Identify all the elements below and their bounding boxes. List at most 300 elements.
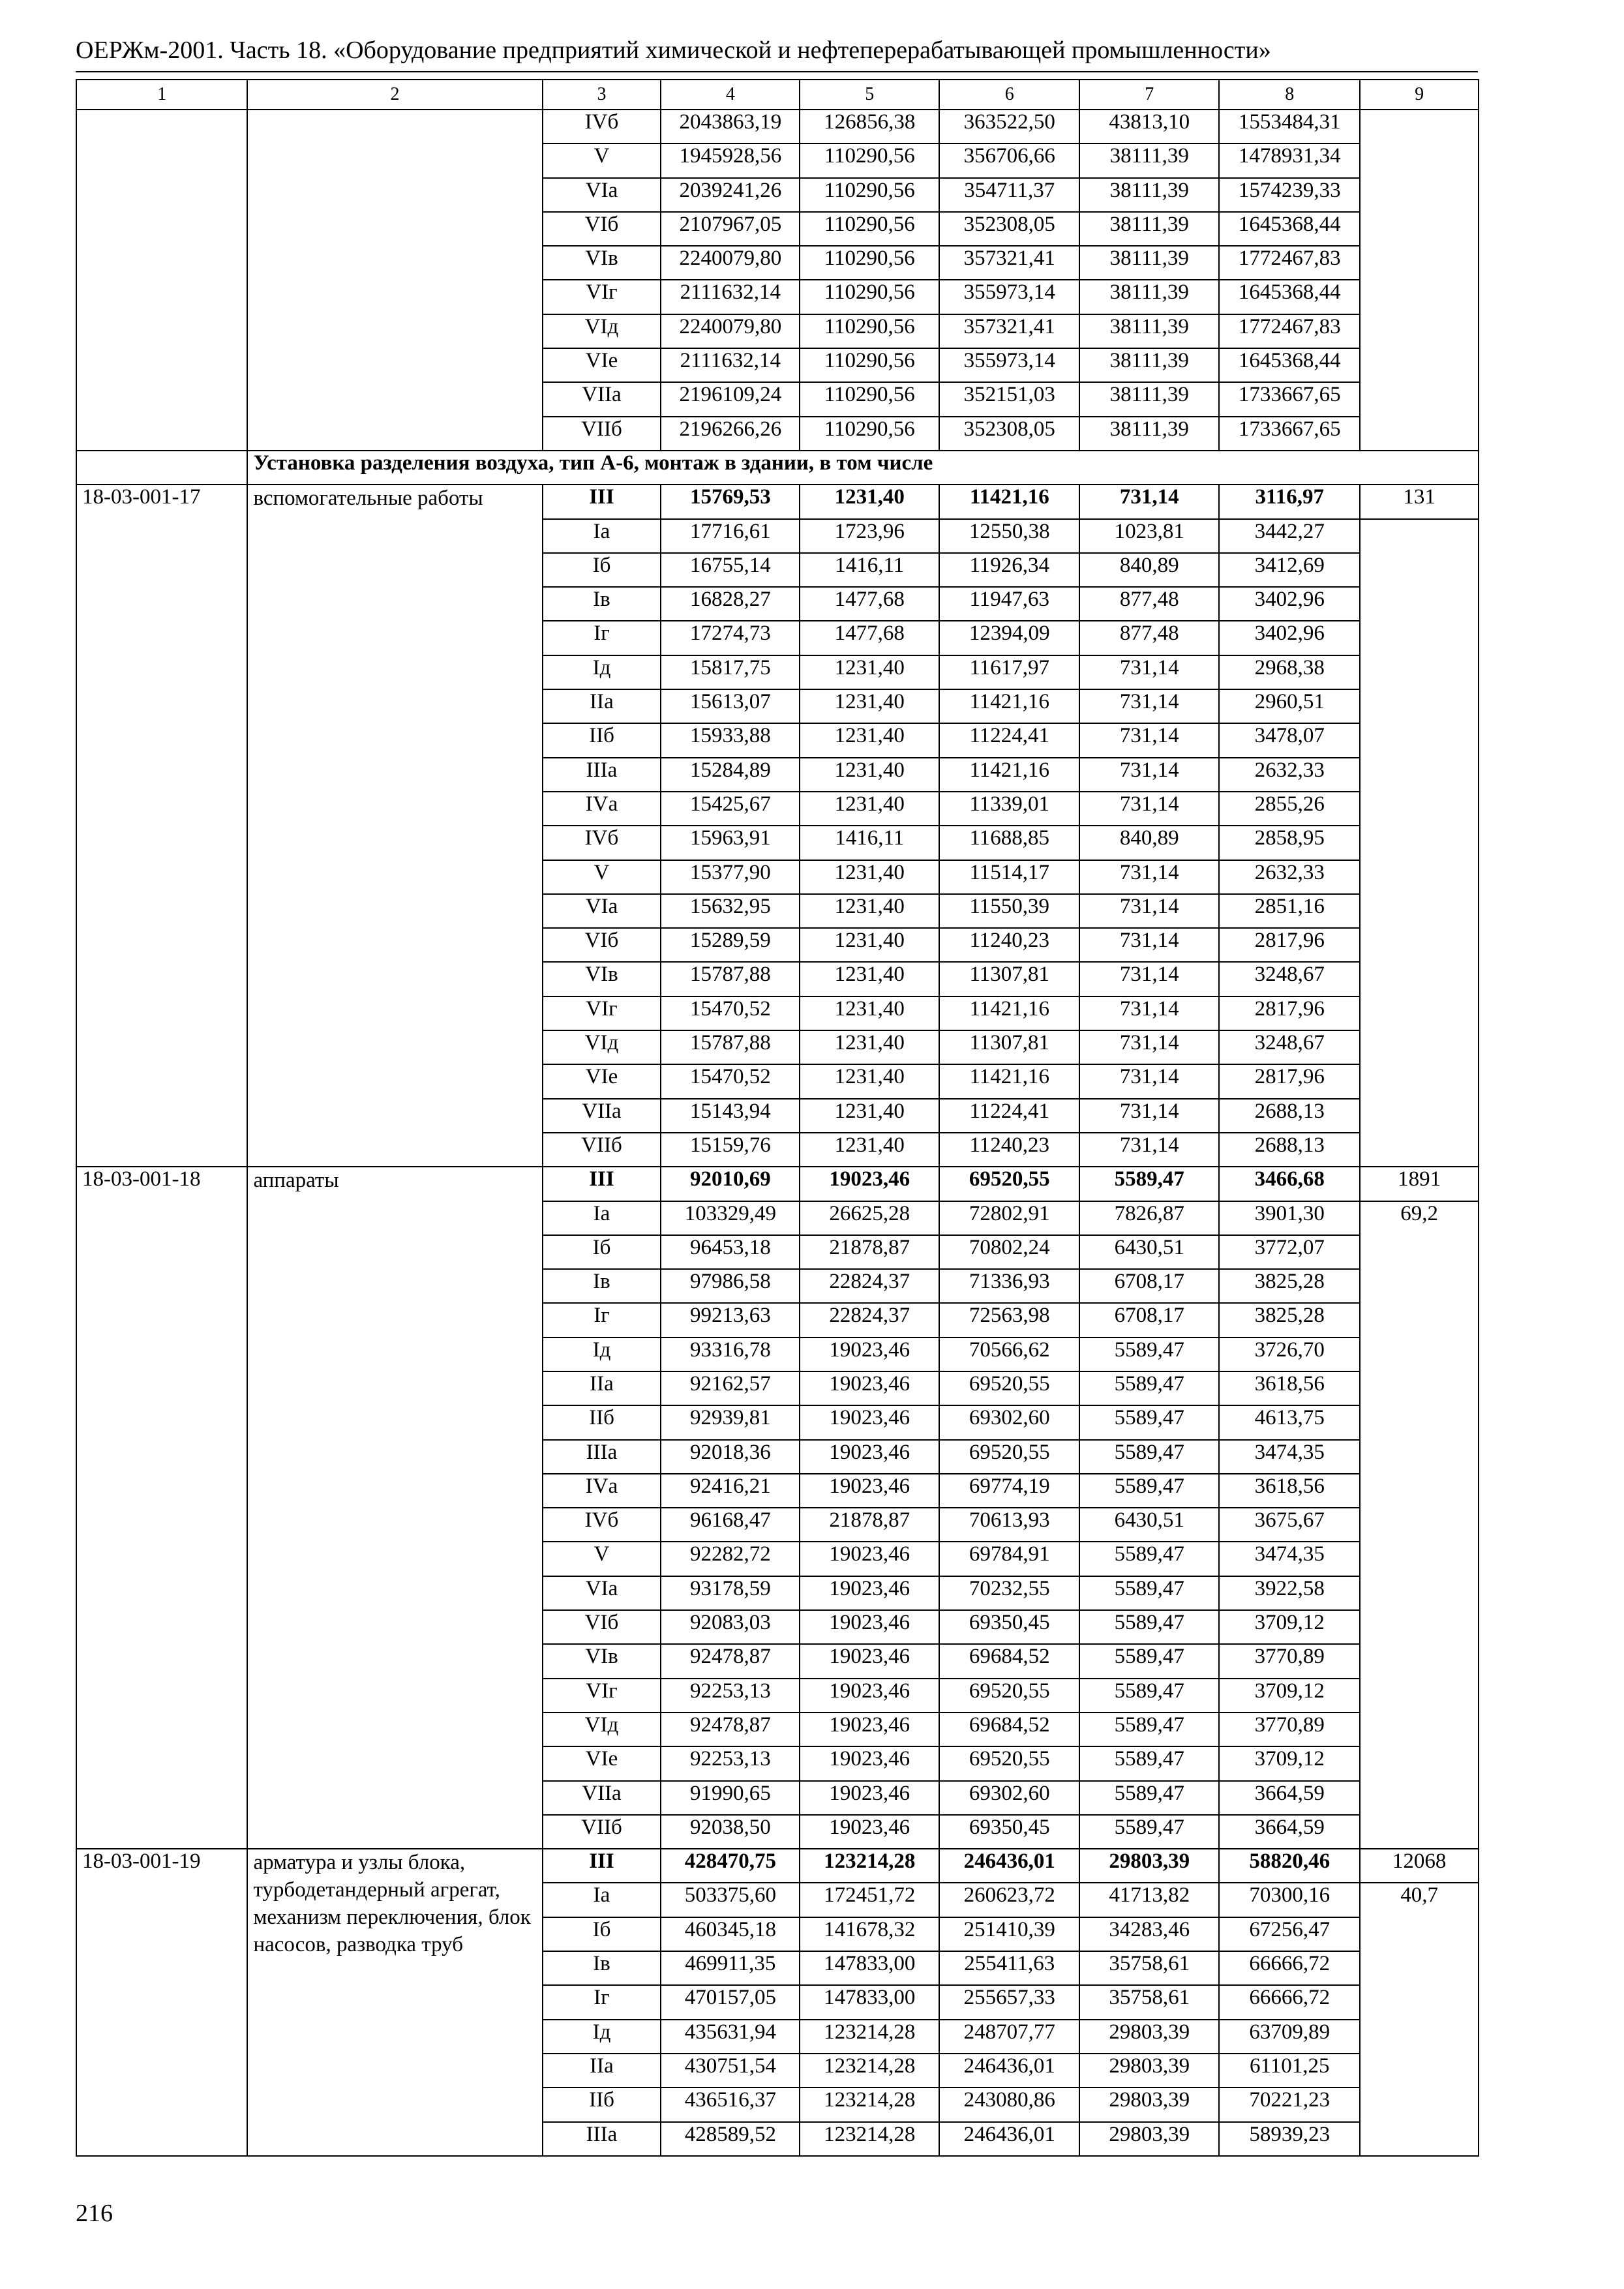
total-cost-cell: 103329,49 <box>661 1201 800 1235</box>
class-cell: VIIа <box>543 1099 661 1133</box>
total-cost-cell: 92253,13 <box>661 1679 800 1713</box>
wages-cell: 1416,11 <box>800 553 939 587</box>
machinist-wages-cell: 35758,61 <box>1079 1985 1219 2019</box>
machine-cost-cell: 357321,41 <box>939 314 1079 348</box>
wages-cell: 19023,46 <box>800 1679 939 1713</box>
machine-cost-cell: 11421,16 <box>939 689 1079 723</box>
materials-cell: 3618,56 <box>1219 1474 1360 1508</box>
materials-cell: 58939,23 <box>1219 2122 1360 2156</box>
materials-cell: 1772467,83 <box>1219 246 1360 280</box>
class-cell: Iв <box>543 587 661 621</box>
total-cost-cell: 15613,07 <box>661 689 800 723</box>
class-cell: IVа <box>543 1474 661 1508</box>
machine-cost-cell: 355973,14 <box>939 348 1079 382</box>
total-cost-cell: 15470,52 <box>661 1064 800 1098</box>
class-cell: III <box>543 485 661 518</box>
total-cost-cell: 2196109,24 <box>661 382 800 416</box>
machine-cost-cell: 11421,16 <box>939 996 1079 1030</box>
wages-cell: 1231,40 <box>800 655 939 689</box>
total-cost-cell: 15289,59 <box>661 928 800 962</box>
machine-cost-cell: 69784,91 <box>939 1542 1079 1576</box>
total-cost-cell: 92010,69 <box>661 1167 800 1201</box>
total-cost-cell: 15933,88 <box>661 723 800 757</box>
wages-cell: 1477,68 <box>800 621 939 655</box>
wages-cell: 147833,00 <box>800 1985 939 2019</box>
machine-cost-cell: 11307,81 <box>939 1030 1079 1064</box>
wages-cell: 19023,46 <box>800 1610 939 1644</box>
total-cost-cell: 96168,47 <box>661 1508 800 1542</box>
class-cell: VIIб <box>543 417 661 451</box>
class-cell: IIIа <box>543 758 661 792</box>
machine-cost-cell: 11617,97 <box>939 655 1079 689</box>
class-cell: VIб <box>543 928 661 962</box>
class-cell: Iб <box>543 1917 661 1951</box>
machine-cost-cell: 69350,45 <box>939 1815 1079 1849</box>
class-cell: VIд <box>543 1713 661 1746</box>
machine-cost-cell: 354711,37 <box>939 178 1079 212</box>
wages-cell: 110290,56 <box>800 280 939 314</box>
machinist-wages-cell: 6430,51 <box>1079 1508 1219 1542</box>
class-cell: Iа <box>543 519 661 553</box>
machine-cost-cell: 12550,38 <box>939 519 1079 553</box>
total-cost-cell: 1945928,56 <box>661 143 800 177</box>
machine-cost-cell: 11307,81 <box>939 962 1079 996</box>
class-cell: VIIа <box>543 382 661 416</box>
machinist-wages-cell: 38111,39 <box>1079 143 1219 177</box>
materials-cell: 2688,13 <box>1219 1099 1360 1133</box>
machine-cost-cell: 69302,60 <box>939 1405 1079 1439</box>
machine-cost-cell: 71336,93 <box>939 1269 1079 1303</box>
machine-cost-cell: 69774,19 <box>939 1474 1079 1508</box>
machine-cost-cell: 69520,55 <box>939 1440 1079 1474</box>
machine-cost-cell: 248707,77 <box>939 2020 1079 2054</box>
machinist-wages-cell: 5589,47 <box>1079 1405 1219 1439</box>
class-cell: V <box>543 860 661 894</box>
wages-cell: 110290,56 <box>800 143 939 177</box>
machine-cost-cell: 352151,03 <box>939 382 1079 416</box>
materials-cell: 2960,51 <box>1219 689 1360 723</box>
wages-cell: 1231,40 <box>800 962 939 996</box>
wages-cell: 123214,28 <box>800 2087 939 2121</box>
class-cell: IIIа <box>543 1440 661 1474</box>
materials-cell: 1772467,83 <box>1219 314 1360 348</box>
total-cost-cell: 15769,53 <box>661 485 800 518</box>
wages-cell: 141678,32 <box>800 1917 939 1951</box>
class-cell: Iд <box>543 1338 661 1371</box>
wages-cell: 21878,87 <box>800 1235 939 1269</box>
class-cell: Iб <box>543 1235 661 1269</box>
wages-cell: 1231,40 <box>800 996 939 1030</box>
column-number: 6 <box>939 80 1079 110</box>
machinist-wages-cell: 5589,47 <box>1079 1746 1219 1780</box>
wages-cell: 19023,46 <box>800 1815 939 1849</box>
column-number: 1 <box>76 80 247 110</box>
machine-cost-cell: 246436,01 <box>939 2054 1079 2087</box>
wages-cell: 1231,40 <box>800 485 939 518</box>
machine-cost-cell: 11947,63 <box>939 587 1079 621</box>
class-cell: III <box>543 1167 661 1201</box>
table-row <box>76 110 1479 143</box>
wages-cell: 1477,68 <box>800 587 939 621</box>
class-cell: V <box>543 143 661 177</box>
materials-cell: 70300,16 <box>1219 1883 1360 1917</box>
total-cost-cell: 16828,27 <box>661 587 800 621</box>
machine-cost-cell: 11240,23 <box>939 1133 1079 1167</box>
materials-cell: 3618,56 <box>1219 1371 1360 1405</box>
machinist-wages-cell: 877,48 <box>1079 587 1219 621</box>
class-cell: VIа <box>543 178 661 212</box>
total-cost-cell: 92018,36 <box>661 1440 800 1474</box>
class-cell: V <box>543 1542 661 1576</box>
wages-cell: 1231,40 <box>800 792 939 826</box>
class-cell: IIб <box>543 723 661 757</box>
machine-cost-cell: 69520,55 <box>939 1371 1079 1405</box>
materials-cell: 2632,33 <box>1219 860 1360 894</box>
total-cost-cell: 15377,90 <box>661 860 800 894</box>
materials-cell: 3248,67 <box>1219 962 1360 996</box>
table-body <box>76 80 1479 2156</box>
class-cell: VIе <box>543 1064 661 1098</box>
wages-cell: 126856,38 <box>800 110 939 143</box>
machine-cost-cell: 11421,16 <box>939 485 1079 518</box>
column-number: 2 <box>247 80 542 110</box>
class-cell: IVб <box>543 1508 661 1542</box>
table-row <box>76 485 1479 518</box>
total-cost-cell: 91990,65 <box>661 1781 800 1815</box>
machinist-wages-cell: 731,14 <box>1079 928 1219 962</box>
machine-cost-cell: 246436,01 <box>939 2122 1079 2156</box>
page-header: ОЕРЖм-2001. Часть 18. «Оборудование предприятий химической и нефтеперерабатывающей промышленности» <box>76 37 1271 64</box>
class-cell: IIа <box>543 2054 661 2087</box>
wages-cell: 1231,40 <box>800 928 939 962</box>
total-cost-cell: 2111632,14 <box>661 280 800 314</box>
rates-table <box>76 79 1479 2157</box>
machine-cost-cell: 11421,16 <box>939 1064 1079 1098</box>
materials-cell: 3478,07 <box>1219 723 1360 757</box>
materials-cell: 3726,70 <box>1219 1338 1360 1371</box>
machinist-wages-cell: 38111,39 <box>1079 212 1219 246</box>
wages-cell: 123214,28 <box>800 1849 939 1883</box>
machinist-wages-cell: 7826,87 <box>1079 1201 1219 1235</box>
wages-cell: 19023,46 <box>800 1405 939 1439</box>
machine-cost-cell: 69520,55 <box>939 1679 1079 1713</box>
total-cost-cell: 17716,61 <box>661 519 800 553</box>
total-cost-cell: 92478,87 <box>661 1644 800 1678</box>
machine-cost-cell: 11926,34 <box>939 553 1079 587</box>
machine-cost-cell: 11224,41 <box>939 1099 1079 1133</box>
machine-cost-cell: 12394,09 <box>939 621 1079 655</box>
col9-cell: 1891 <box>1360 1167 1479 1201</box>
materials-cell: 3248,67 <box>1219 1030 1360 1064</box>
materials-cell: 67256,47 <box>1219 1917 1360 1951</box>
machinist-wages-cell: 731,14 <box>1079 792 1219 826</box>
wages-cell: 21878,87 <box>800 1508 939 1542</box>
materials-cell: 3709,12 <box>1219 1746 1360 1780</box>
total-cost-cell: 16755,14 <box>661 553 800 587</box>
wages-cell: 110290,56 <box>800 246 939 280</box>
rate-code: 18-03-001-18 <box>76 1167 247 1849</box>
total-cost-cell: 2240079,80 <box>661 246 800 280</box>
class-cell: Iа <box>543 1201 661 1235</box>
machinist-wages-cell: 6708,17 <box>1079 1303 1219 1337</box>
wages-cell: 19023,46 <box>800 1371 939 1405</box>
wages-cell: 110290,56 <box>800 314 939 348</box>
total-cost-cell: 435631,94 <box>661 2020 800 2054</box>
total-cost-cell: 97986,58 <box>661 1269 800 1303</box>
total-cost-cell: 92253,13 <box>661 1746 800 1780</box>
machinist-wages-cell: 38111,39 <box>1079 280 1219 314</box>
machinist-wages-cell: 38111,39 <box>1079 314 1219 348</box>
machine-cost-cell: 352308,05 <box>939 417 1079 451</box>
wages-cell: 1723,96 <box>800 519 939 553</box>
wages-cell: 19023,46 <box>800 1576 939 1610</box>
materials-cell: 63709,89 <box>1219 2020 1360 2054</box>
rate-name: арматура и узлы блока, турбодетандерный агрегат, механизм переключения, блок насосов, разводка труб <box>247 1849 542 2156</box>
machinist-wages-cell: 731,14 <box>1079 1064 1219 1098</box>
class-cell: IVб <box>543 110 661 143</box>
materials-cell: 4613,75 <box>1219 1405 1360 1439</box>
materials-cell: 3709,12 <box>1219 1610 1360 1644</box>
machine-cost-cell: 69520,55 <box>939 1167 1079 1201</box>
class-cell: VIе <box>543 348 661 382</box>
class-cell: IIб <box>543 1405 661 1439</box>
machinist-wages-cell: 840,89 <box>1079 826 1219 860</box>
materials-cell: 1645368,44 <box>1219 212 1360 246</box>
machine-cost-cell: 70566,62 <box>939 1338 1079 1371</box>
wages-cell: 110290,56 <box>800 417 939 451</box>
wages-cell: 1231,40 <box>800 1064 939 1098</box>
materials-cell: 3474,35 <box>1219 1542 1360 1576</box>
col9-cell <box>1360 519 1479 1167</box>
total-cost-cell: 436516,37 <box>661 2087 800 2121</box>
machine-cost-cell: 11240,23 <box>939 928 1079 962</box>
wages-cell: 22824,37 <box>800 1269 939 1303</box>
machinist-wages-cell: 35758,61 <box>1079 1951 1219 1985</box>
column-number: 5 <box>800 80 939 110</box>
materials-cell: 3402,96 <box>1219 587 1360 621</box>
col9-cell: 40,7 <box>1360 1883 1479 2155</box>
wages-cell: 1231,40 <box>800 1099 939 1133</box>
class-cell: VIг <box>543 1679 661 1713</box>
class-cell: VIб <box>543 1610 661 1644</box>
materials-cell: 1733667,65 <box>1219 417 1360 451</box>
machinist-wages-cell: 5589,47 <box>1079 1542 1219 1576</box>
materials-cell: 2817,96 <box>1219 928 1360 962</box>
column-number: 9 <box>1360 80 1479 110</box>
machine-cost-cell: 11514,17 <box>939 860 1079 894</box>
machinist-wages-cell: 5589,47 <box>1079 1679 1219 1713</box>
machine-cost-cell: 11224,41 <box>939 723 1079 757</box>
wages-cell: 147833,00 <box>800 1951 939 1985</box>
rate-code: 18-03-001-19 <box>76 1849 247 2156</box>
total-cost-cell: 470157,05 <box>661 1985 800 2019</box>
machinist-wages-cell: 5589,47 <box>1079 1474 1219 1508</box>
wages-cell: 22824,37 <box>800 1303 939 1337</box>
total-cost-cell: 428589,52 <box>661 2122 800 2156</box>
machinist-wages-cell: 731,14 <box>1079 689 1219 723</box>
total-cost-cell: 469911,35 <box>661 1951 800 1985</box>
total-cost-cell: 93316,78 <box>661 1338 800 1371</box>
class-cell: Iб <box>543 553 661 587</box>
wages-cell: 110290,56 <box>800 348 939 382</box>
wages-cell: 172451,72 <box>800 1883 939 1917</box>
class-cell: VIIб <box>543 1815 661 1849</box>
machinist-wages-cell: 41713,82 <box>1079 1883 1219 1917</box>
class-cell: IIIа <box>543 2122 661 2156</box>
machine-cost-cell: 357321,41 <box>939 246 1079 280</box>
wages-cell: 1231,40 <box>800 758 939 792</box>
materials-cell: 3664,59 <box>1219 1815 1360 1849</box>
materials-cell: 1574239,33 <box>1219 178 1360 212</box>
wages-cell: 19023,46 <box>800 1542 939 1576</box>
name-cell <box>247 110 542 451</box>
machine-cost-cell: 70232,55 <box>939 1576 1079 1610</box>
total-cost-cell: 17274,73 <box>661 621 800 655</box>
machinist-wages-cell: 731,14 <box>1079 1133 1219 1167</box>
materials-cell: 3825,28 <box>1219 1269 1360 1303</box>
materials-cell: 3442,27 <box>1219 519 1360 553</box>
machine-cost-cell: 246436,01 <box>939 1849 1079 1883</box>
machine-cost-cell: 69684,52 <box>939 1644 1079 1678</box>
machinist-wages-cell: 29803,39 <box>1079 2054 1219 2087</box>
total-cost-cell: 15963,91 <box>661 826 800 860</box>
machine-cost-cell: 70613,93 <box>939 1508 1079 1542</box>
class-cell: Iг <box>543 1303 661 1337</box>
total-cost-cell: 15787,88 <box>661 1030 800 1064</box>
materials-cell: 2858,95 <box>1219 826 1360 860</box>
header-rule <box>76 71 1478 72</box>
machine-cost-cell: 69350,45 <box>939 1610 1079 1644</box>
machinist-wages-cell: 1023,81 <box>1079 519 1219 553</box>
machinist-wages-cell: 731,14 <box>1079 655 1219 689</box>
total-cost-cell: 92038,50 <box>661 1815 800 1849</box>
machinist-wages-cell: 29803,39 <box>1079 2087 1219 2121</box>
materials-cell: 3901,30 <box>1219 1201 1360 1235</box>
materials-cell: 3474,35 <box>1219 1440 1360 1474</box>
total-cost-cell: 15632,95 <box>661 894 800 928</box>
materials-cell: 1478931,34 <box>1219 143 1360 177</box>
machinist-wages-cell: 5589,47 <box>1079 1781 1219 1815</box>
materials-cell: 58820,46 <box>1219 1849 1360 1883</box>
total-cost-cell: 15425,67 <box>661 792 800 826</box>
total-cost-cell: 460345,18 <box>661 1917 800 1951</box>
machine-cost-cell: 11421,16 <box>939 758 1079 792</box>
materials-cell: 70221,23 <box>1219 2087 1360 2121</box>
machine-cost-cell: 69302,60 <box>939 1781 1079 1815</box>
note-cell <box>1360 110 1479 451</box>
section-spacer <box>76 451 247 485</box>
wages-cell: 19023,46 <box>800 1440 939 1474</box>
machinist-wages-cell: 5589,47 <box>1079 1576 1219 1610</box>
column-number: 4 <box>661 80 800 110</box>
class-cell: VIв <box>543 962 661 996</box>
col9-cell: 131 <box>1360 485 1479 518</box>
machinist-wages-cell: 840,89 <box>1079 553 1219 587</box>
machinist-wages-cell: 6430,51 <box>1079 1235 1219 1269</box>
class-cell: Iг <box>543 621 661 655</box>
machinist-wages-cell: 731,14 <box>1079 758 1219 792</box>
machinist-wages-cell: 29803,39 <box>1079 2020 1219 2054</box>
total-cost-cell: 93178,59 <box>661 1576 800 1610</box>
machine-cost-cell: 352308,05 <box>939 212 1079 246</box>
class-cell: VIа <box>543 1576 661 1610</box>
machine-cost-cell: 11550,39 <box>939 894 1079 928</box>
machinist-wages-cell: 43813,10 <box>1079 110 1219 143</box>
total-cost-cell: 15143,94 <box>661 1099 800 1133</box>
machinist-wages-cell: 731,14 <box>1079 485 1219 518</box>
machine-cost-cell: 356706,66 <box>939 143 1079 177</box>
machinist-wages-cell: 34283,46 <box>1079 1917 1219 1951</box>
section-title: Установка разделения воздуха, тип А-6, монтаж в здании, в том числе <box>247 451 1479 485</box>
class-cell: VIа <box>543 894 661 928</box>
materials-cell: 3664,59 <box>1219 1781 1360 1815</box>
class-cell: VIе <box>543 1746 661 1780</box>
wages-cell: 1231,40 <box>800 723 939 757</box>
wages-cell: 1231,40 <box>800 689 939 723</box>
wages-cell: 26625,28 <box>800 1201 939 1235</box>
class-cell: IVб <box>543 826 661 860</box>
wages-cell: 110290,56 <box>800 382 939 416</box>
rate-name: аппараты <box>247 1167 542 1849</box>
machinist-wages-cell: 38111,39 <box>1079 178 1219 212</box>
total-cost-cell: 2107967,05 <box>661 212 800 246</box>
machinist-wages-cell: 5589,47 <box>1079 1338 1219 1371</box>
wages-cell: 123214,28 <box>800 2122 939 2156</box>
wages-cell: 1231,40 <box>800 1133 939 1167</box>
wages-cell: 1231,40 <box>800 1030 939 1064</box>
class-cell: Iд <box>543 2020 661 2054</box>
class-cell: VIг <box>543 280 661 314</box>
machinist-wages-cell: 5589,47 <box>1079 1644 1219 1678</box>
total-cost-cell: 15470,52 <box>661 996 800 1030</box>
machine-cost-cell: 255657,33 <box>939 1985 1079 2019</box>
wages-cell: 110290,56 <box>800 178 939 212</box>
class-cell: Iа <box>543 1883 661 1917</box>
class-cell: VIIб <box>543 1133 661 1167</box>
machine-cost-cell: 69520,55 <box>939 1746 1079 1780</box>
total-cost-cell: 99213,63 <box>661 1303 800 1337</box>
machine-cost-cell: 72563,98 <box>939 1303 1079 1337</box>
materials-cell: 1645368,44 <box>1219 280 1360 314</box>
machinist-wages-cell: 731,14 <box>1079 723 1219 757</box>
wages-cell: 1231,40 <box>800 860 939 894</box>
page-number: 216 <box>76 2200 113 2227</box>
column-number-row <box>76 80 1479 110</box>
class-cell: Iв <box>543 1269 661 1303</box>
rate-name: вспомогательные работы <box>247 485 542 1167</box>
column-number: 7 <box>1079 80 1219 110</box>
table-row <box>76 1849 1479 1883</box>
machinist-wages-cell: 877,48 <box>1079 621 1219 655</box>
table-row <box>76 1167 1479 1201</box>
wages-cell: 19023,46 <box>800 1713 939 1746</box>
wages-cell: 19023,46 <box>800 1167 939 1201</box>
machinist-wages-cell: 38111,39 <box>1079 382 1219 416</box>
wages-cell: 110290,56 <box>800 212 939 246</box>
machinist-wages-cell: 731,14 <box>1079 1099 1219 1133</box>
rate-code: 18-03-001-17 <box>76 485 247 1167</box>
machinist-wages-cell: 5589,47 <box>1079 1610 1219 1644</box>
total-cost-cell: 92162,57 <box>661 1371 800 1405</box>
machinist-wages-cell: 5589,47 <box>1079 1371 1219 1405</box>
code-cell <box>76 110 247 451</box>
materials-cell: 2632,33 <box>1219 758 1360 792</box>
materials-cell: 2968,38 <box>1219 655 1360 689</box>
wages-cell: 1416,11 <box>800 826 939 860</box>
materials-cell: 1553484,31 <box>1219 110 1360 143</box>
class-cell: IVа <box>543 792 661 826</box>
total-cost-cell: 92416,21 <box>661 1474 800 1508</box>
